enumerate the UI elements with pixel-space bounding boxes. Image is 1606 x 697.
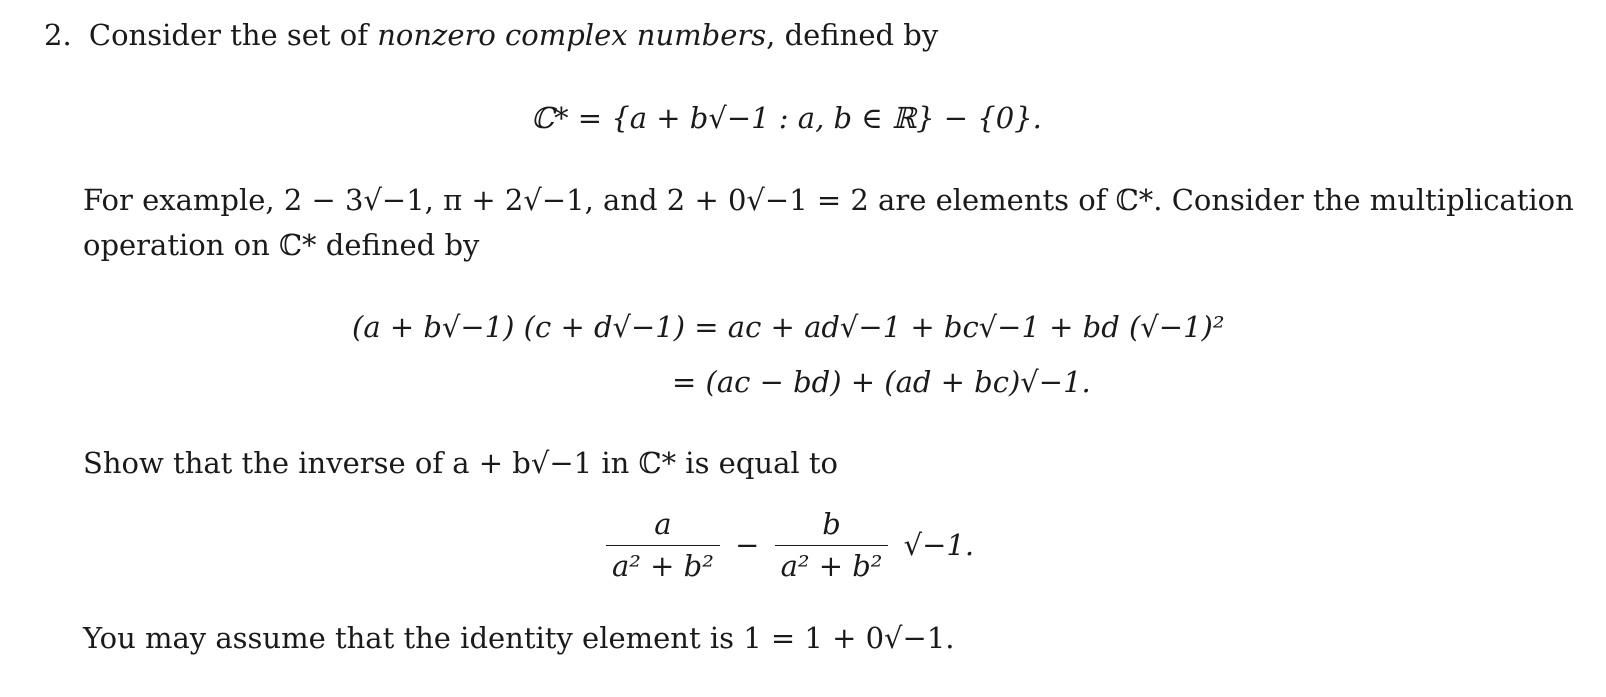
inverse-formula <box>600 507 975 583</box>
show-that-text: Show that the inverse of a + b√−1 in ℂ* is equal to <box>83 446 838 480</box>
multiplication-equation-line-2: = (ac − bd) + (ad + bc)√−1. <box>672 365 1091 399</box>
example-line-2: operation on ℂ* defined by <box>83 228 480 262</box>
multiplication-equation-line-1: (a + b√−1) (c + d√−1) = ac + ad√−1 + bc√−1 + bd (√−1)² <box>352 310 1225 344</box>
fraction-b-over-norm <box>775 507 889 583</box>
fraction-numerator-b: b <box>822 507 841 541</box>
set-definition-equation: ℂ* = {a + b√−1 : a, b ∈ ℝ} − {0}. <box>531 101 1042 135</box>
inverse-sqrt-term: √−1. <box>903 528 975 562</box>
inverse-minus-sign: − <box>735 528 760 562</box>
fraction-denominator-b: a² + b² <box>775 545 889 581</box>
fraction-numerator-a: a <box>654 507 672 541</box>
example-line-1: For example, 2 − 3√−1, π + 2√−1, and 2 + 0√−1 = 2 are elements of ℂ*. Consider the multiplication <box>83 183 1574 217</box>
problem-number: 2. <box>44 18 72 52</box>
intro-text-italic: nonzero complex numbers <box>377 18 767 52</box>
fraction-denominator-a: a² + b² <box>606 545 720 581</box>
intro-text-before: Consider the set of <box>88 18 378 52</box>
identity-assumption-text: You may assume that the identity element is 1 = 1 + 0√−1. <box>83 621 955 655</box>
intro-text-after: , defined by <box>766 18 939 52</box>
problem-header <box>44 17 938 53</box>
fraction-a-over-norm <box>606 507 720 583</box>
